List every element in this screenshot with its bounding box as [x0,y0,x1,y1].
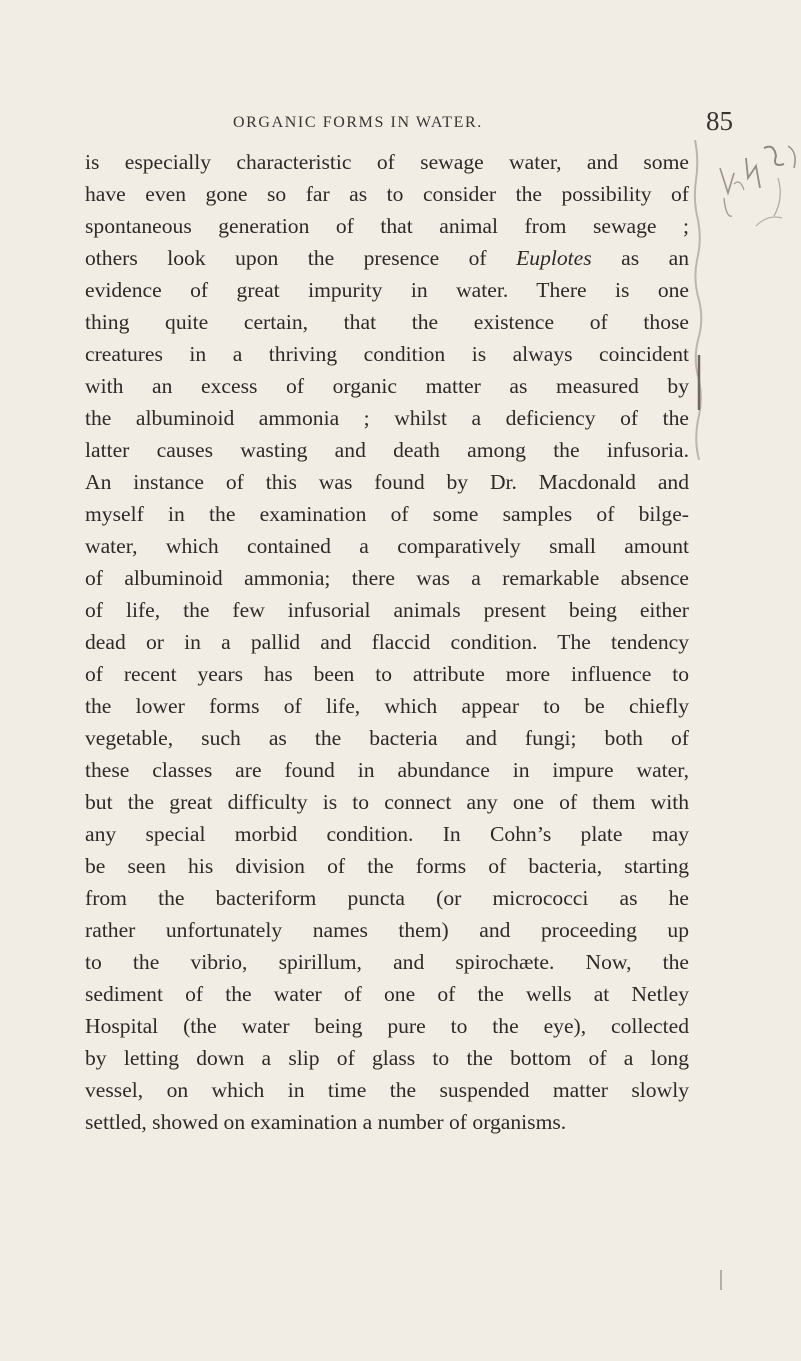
text-line [85,242,689,274]
bleed-through-graphic [704,138,801,268]
running-head [233,106,733,142]
text-line: water, which contained a comparatively small amount [85,534,689,558]
text-line: evidence of great impurity in water. There is one [85,278,689,302]
text-line-end: as an [591,246,689,270]
text-line: creatures in a thriving condition is always coincident [85,342,689,366]
text-line: rather unfortunately names them) and proceeding up [85,918,689,942]
text-line: latter causes wasting and death among the infusoria. [85,438,689,462]
text-line: be seen his division of the forms of bacteria, starting [85,854,689,878]
stray-ink-mark [718,1268,724,1292]
text-line: these classes are found in abundance in impure water, [85,758,689,782]
text-line: settled, showed on examination a number of organisms. [85,1110,567,1134]
text-line: the lower forms of life, which appear to be chiefly [85,694,689,718]
running-title: ORGANIC FORMS IN WATER. [233,114,483,131]
text-line: of recent years has been to attribute more influence to [85,662,689,686]
page-number: 85 [706,106,733,136]
margin-ink-bleed [704,138,801,268]
genus-name-euplotes: Euplotes [516,246,592,270]
text-line: sediment of the water of one of the wells at Netley [85,982,689,1006]
text-line: is especially characteristic of sewage water, and some [85,150,689,174]
text-line: An instance of this was found by Dr. Macdonald and [85,470,689,494]
text-line: to the vibrio, spirillum, and spirochæte. Now, the [85,950,689,974]
text-line: with an excess of organic matter as measured by [85,374,689,398]
text-line: Hospital (the water being pure to the eye), collected [85,1014,689,1038]
text-line: spontaneous generation of that animal from sewage ; [85,214,689,238]
text-line: but the great difficulty is to connect any one of them with [85,790,689,814]
text-line: any special morbid condition. In Cohn’s plate may [85,822,689,846]
text-line: thing quite certain, that the existence of those [85,310,689,334]
text-line-start: others look upon the presence of [85,246,517,270]
body-paragraph [85,146,689,1138]
stray-mark-graphic [718,1268,724,1292]
text-line: vessel, on which in time the suspended matter slowly [85,1078,689,1102]
text-line: dead or in a pallid and flaccid condition. The tendency [85,630,689,654]
text-line: myself in the examination of some samples of bilge- [85,502,689,526]
text-line: by letting down a slip of glass to the bottom of a long [85,1046,689,1070]
text-line: of life, the few infusorial animals present being either [85,598,689,622]
text-line: vegetable, such as the bacteria and fungi; both of [85,726,689,750]
text-line: the albuminoid ammonia ; whilst a deficiency of the [85,406,689,430]
text-line: from the bacteriform puncta (or micrococci as he [85,886,689,910]
text-line: of albuminoid ammonia; there was a remarkable absence [85,566,689,590]
text-line: have even gone so far as to consider the possibility of [85,182,689,206]
